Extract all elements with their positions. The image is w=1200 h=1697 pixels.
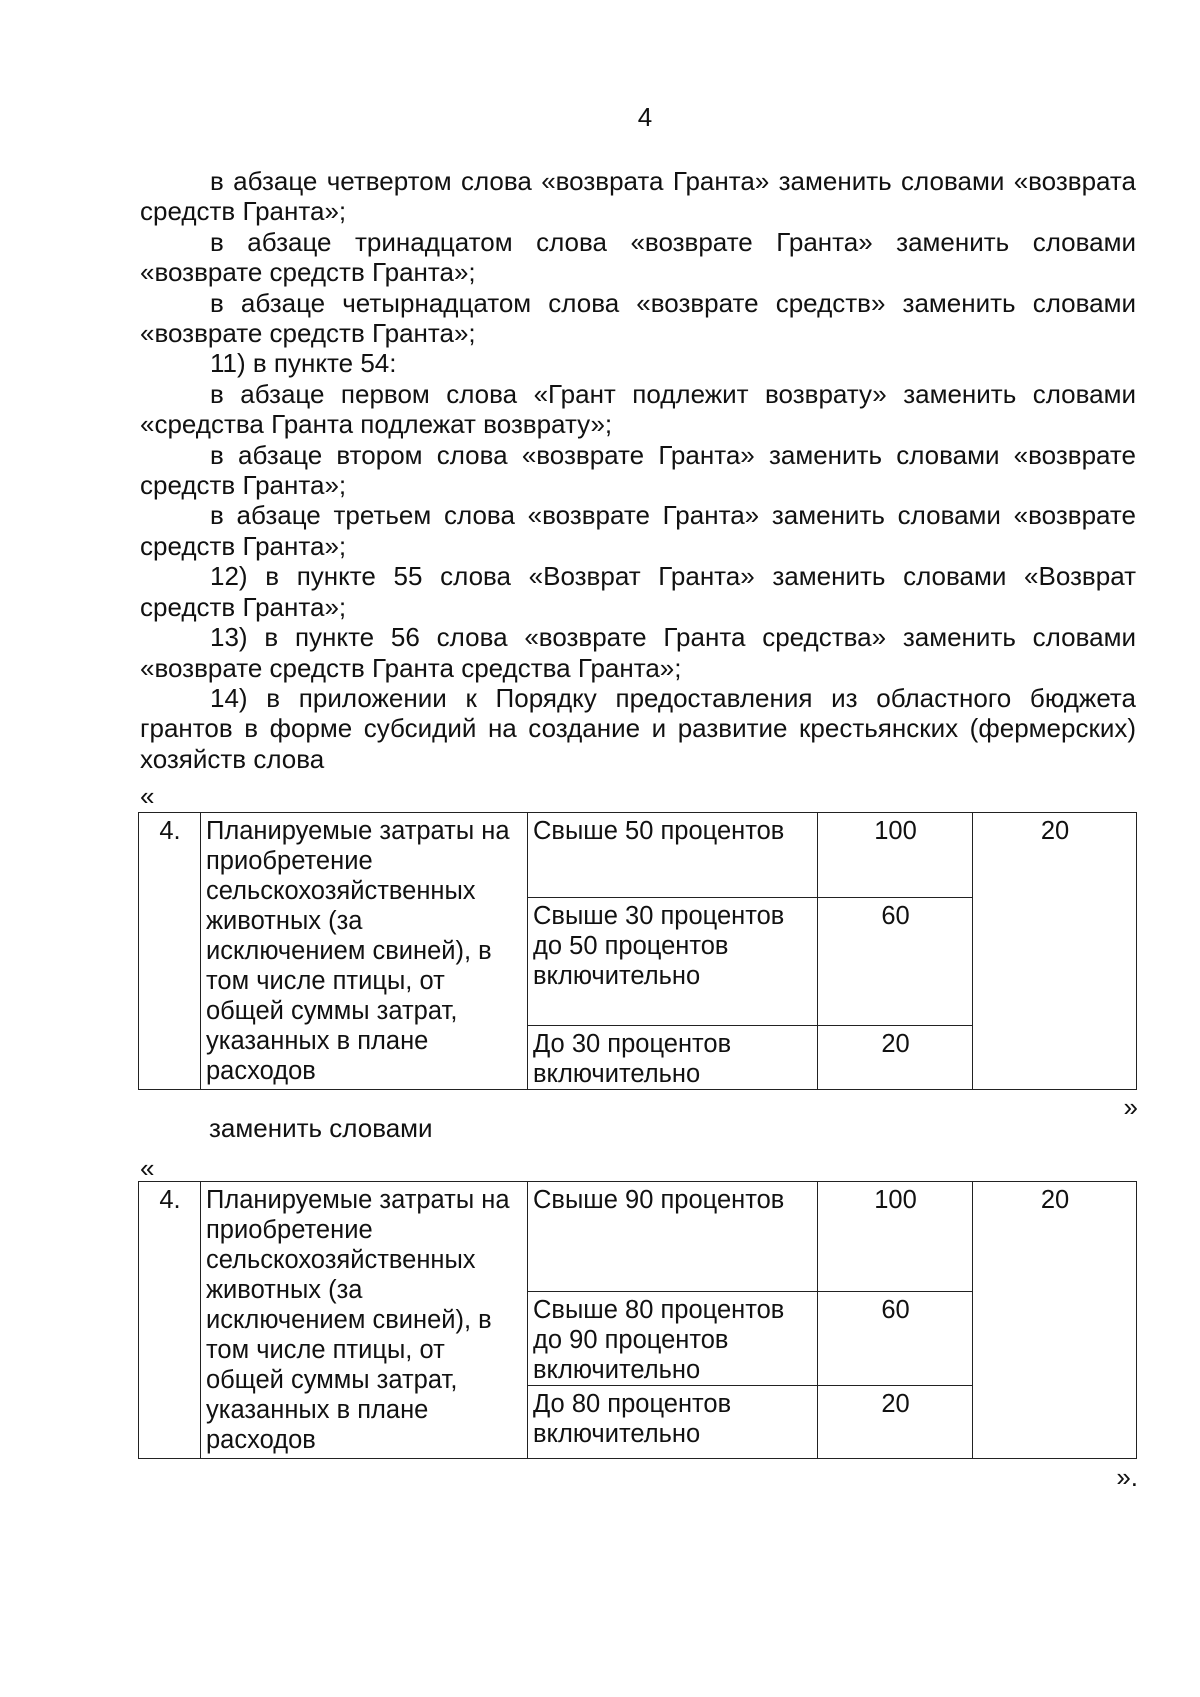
points-cell: 60 <box>818 1292 973 1386</box>
points-cell: 20 <box>818 1026 973 1090</box>
paragraph: 14) в приложении к Порядку предоставления из областного бюджета грантов в форме субсидий на создание и развитие крестьянских (фермерских) хозяйств слова <box>140 682 1136 774</box>
paragraph: в абзаце четырнадцатом слова «возврате средств» заменить словами «возврате средств Гранта»; <box>140 287 1136 349</box>
paragraph: 13) в пункте 56 слова «возврате Гранта средства» заменить словами «возврате средств Гранта средства Гранта»; <box>140 622 1136 683</box>
criterion-description: Планируемые затраты на приобретение сельскохозяйственных животных (за исключением свиней), в том числе птицы, от общей суммы затрат, указанных в плане расходов <box>201 813 528 1090</box>
paragraph: 12) в пункте 55 слова «Возврат Гранта» заменить словами «Возврат средств Гранта»; <box>140 561 1136 622</box>
amendment-text <box>140 166 1136 774</box>
points-cell: 100 <box>818 1182 973 1292</box>
range-cell: Свыше 80 процентов до 90 процентов включительно <box>528 1292 818 1386</box>
paragraph: в абзаце четвертом слова «возврата Гранта» заменить словами «возврата средств Гранта»; <box>140 166 1136 227</box>
replace-phrase: заменить словами <box>209 1113 433 1143</box>
close-quote-final: ». <box>1116 1462 1138 1492</box>
criterion-number: 4. <box>139 813 201 1090</box>
weight-cell: 20 <box>973 1182 1137 1459</box>
points-cell: 60 <box>818 898 973 1026</box>
points-cell: 20 <box>818 1386 973 1459</box>
close-quote-old: » <box>1123 1092 1138 1122</box>
paragraph: в абзаце третьем слова «возврате Гранта» заменить словами «возврате средств Гранта»; <box>140 500 1136 561</box>
range-cell: До 30 процентов включительно <box>528 1026 818 1090</box>
paragraph: в абзаце тринадцатом слова «возврате Гранта» заменить словами «возврате средств Гранта»; <box>140 226 1136 288</box>
criterion-number: 4. <box>139 1182 201 1459</box>
range-cell: До 80 процентов включительно <box>528 1386 818 1459</box>
range-cell: Свыше 90 процентов <box>528 1182 818 1292</box>
new-criteria-table <box>138 1181 1137 1459</box>
table-row <box>139 813 1137 898</box>
paragraph: 11) в пункте 54: <box>210 348 397 379</box>
page-number: 4 <box>637 102 653 132</box>
points-cell: 100 <box>818 813 973 898</box>
criterion-description: Планируемые затраты на приобретение сельскохозяйственных животных (за исключением свиней), в том числе птицы, от общей суммы затрат, указанных в плане расходов <box>201 1182 528 1459</box>
old-criteria-table <box>138 812 1137 1090</box>
range-cell: Свыше 50 процентов <box>528 813 818 898</box>
paragraph: в абзаце первом слова «Грант подлежит возврату» заменить словами «средства Гранта подлежат возврату»; <box>140 378 1136 440</box>
table-row <box>139 1182 1137 1292</box>
range-cell: Свыше 30 процентов до 50 процентов включительно <box>528 898 818 1026</box>
weight-cell: 20 <box>973 813 1137 1090</box>
open-quote-old: « <box>140 781 155 811</box>
open-quote-new: « <box>140 1153 155 1183</box>
paragraph: в абзаце втором слова «возврате Гранта» заменить словами «возврате средств Гранта»; <box>140 439 1136 501</box>
